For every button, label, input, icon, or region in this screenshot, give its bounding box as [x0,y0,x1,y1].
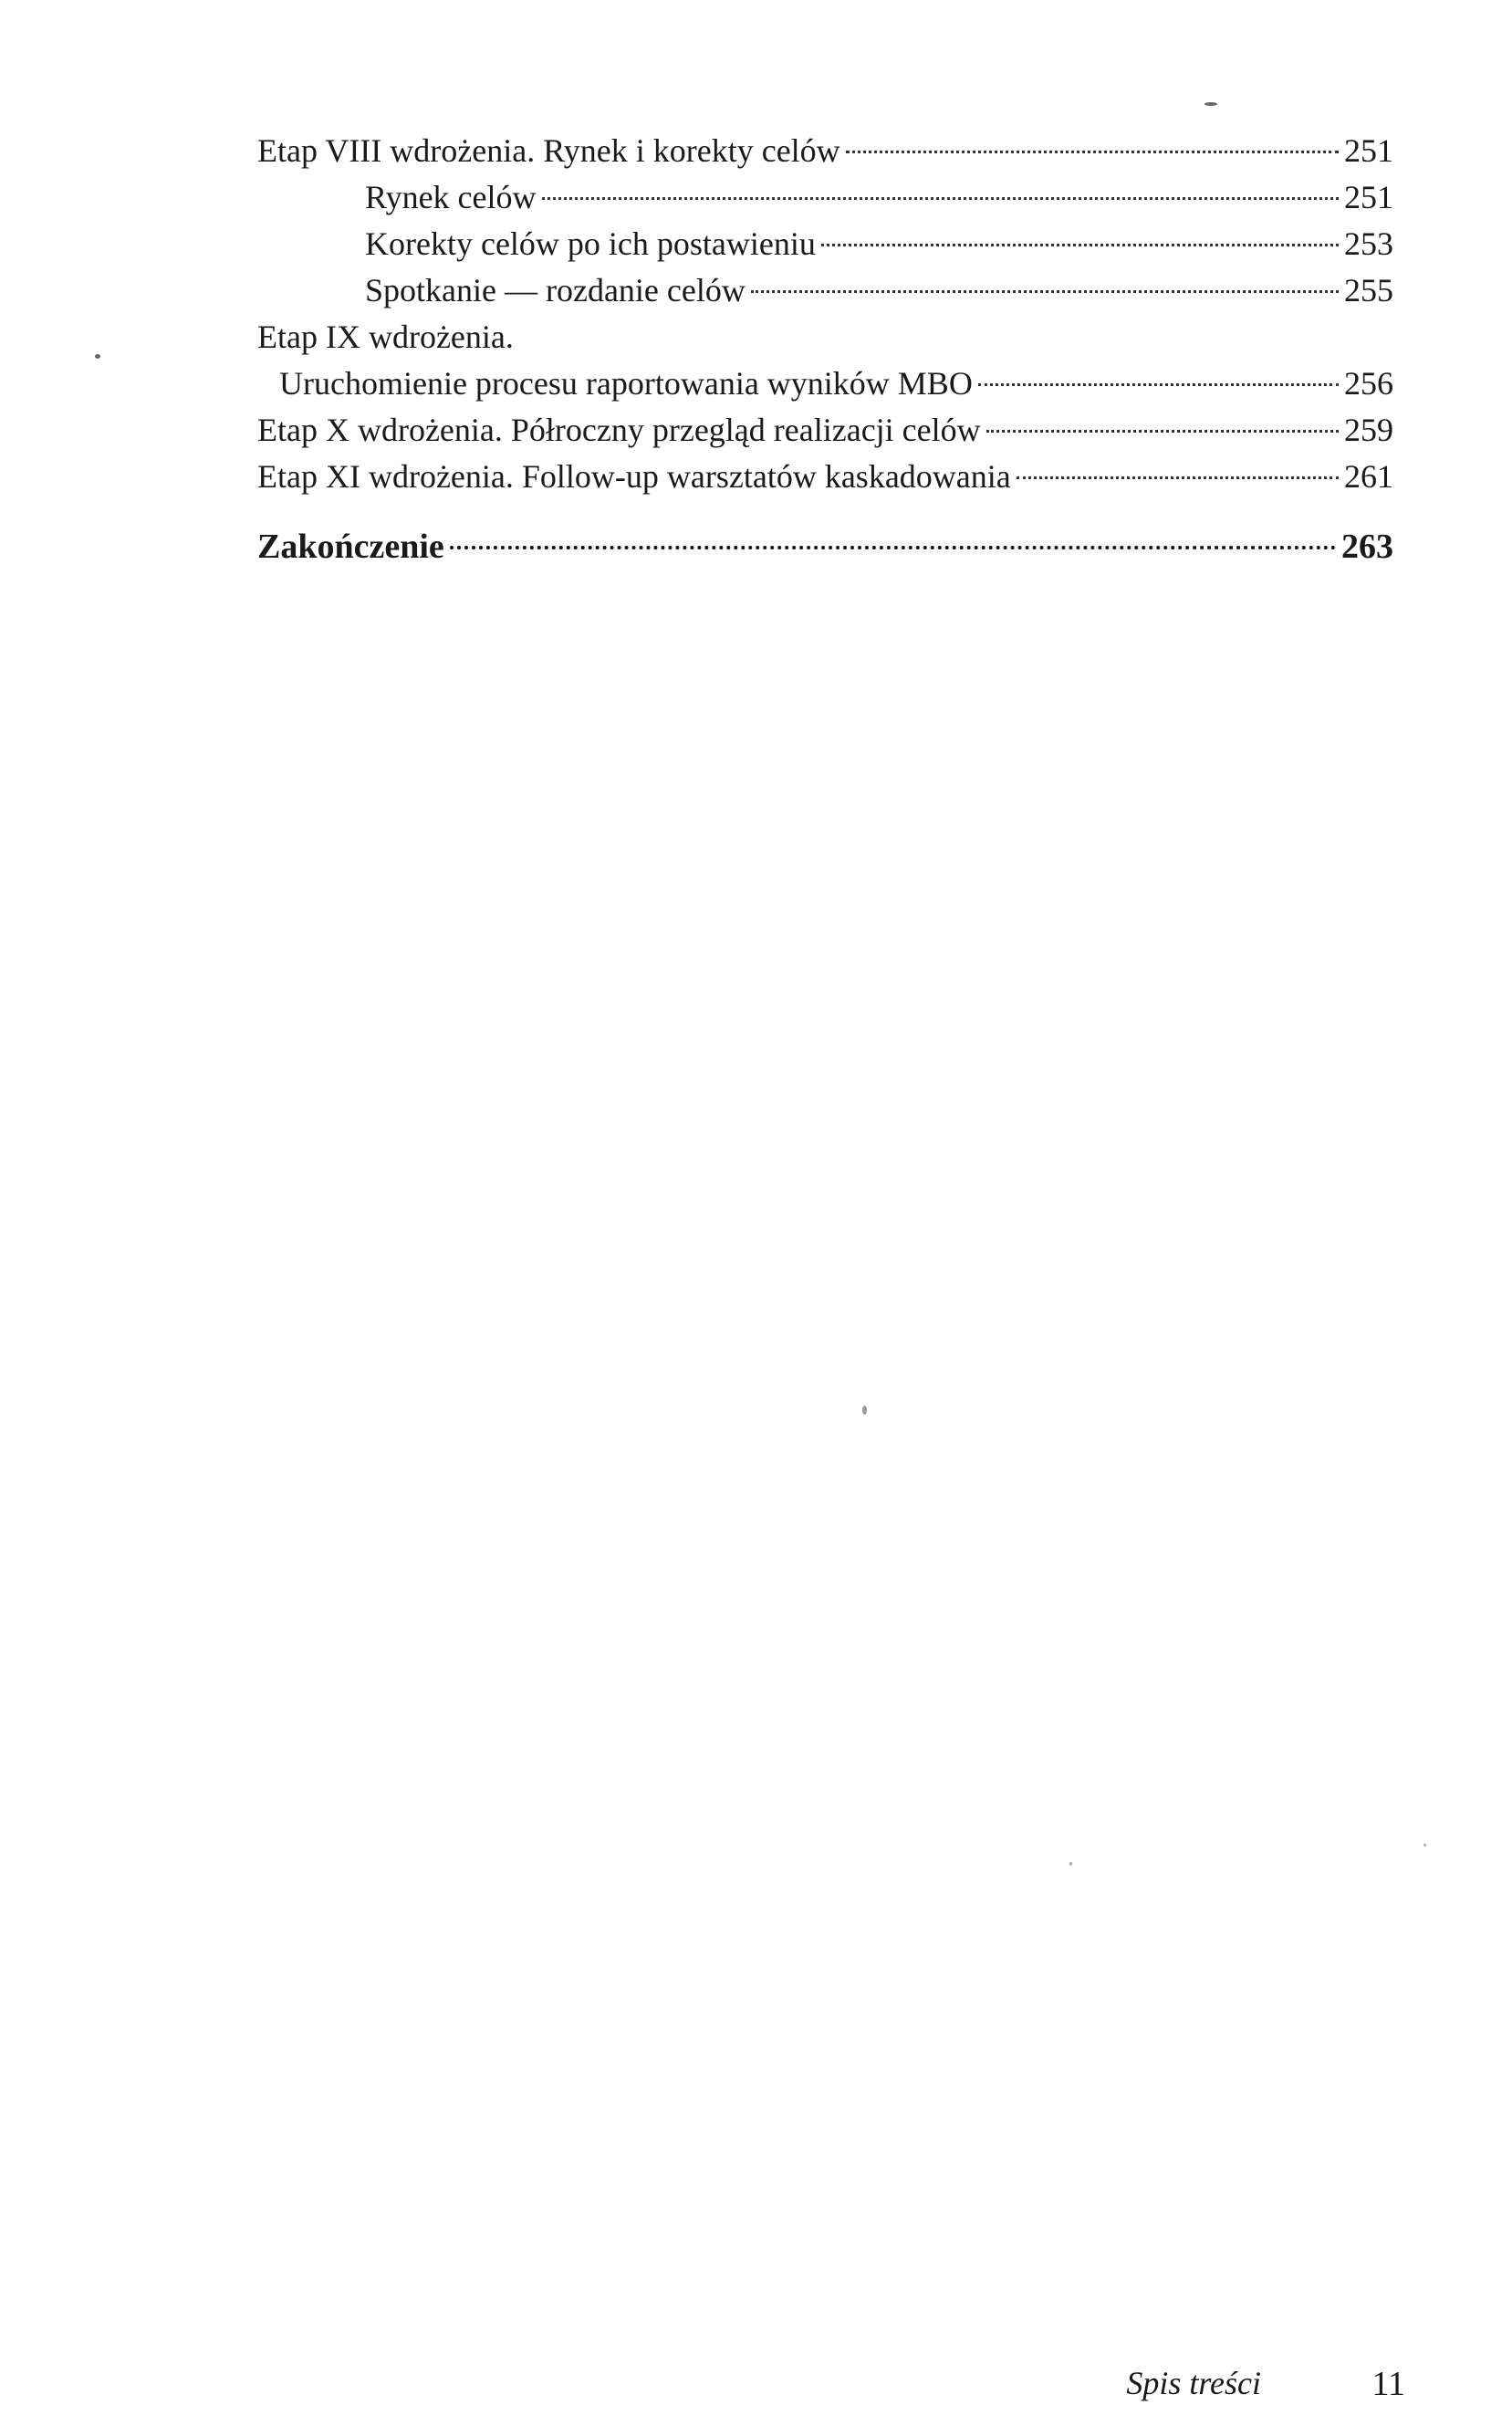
page-number: 11 [1371,2365,1405,2403]
toc-entry-title: Etap X wdrożenia. Półroczny przegląd realizacji celów [257,412,981,448]
toc-entry-page: 255 [1344,272,1393,308]
toc-entry-continuation [257,361,1393,407]
toc-entry-page: 263 [1341,528,1393,566]
dot-leader [846,151,1339,153]
toc-entry-title: Korekty celów po ich postawieniu [365,225,816,262]
toc-subentry [257,221,1393,267]
toc-entry-page: 259 [1344,412,1393,448]
dot-leader [978,383,1339,386]
scan-speck [1069,1862,1072,1866]
toc-entry-title: Zakończenie [257,528,444,566]
toc-subentry [257,174,1393,221]
toc-entry-page: 256 [1344,365,1393,402]
toc-entry [257,407,1393,454]
dot-leader [542,197,1339,200]
scan-speck [1423,1844,1426,1846]
toc-entry-title: Spotkanie — rozdanie celów [365,272,746,308]
toc-entry-page: 251 [1344,132,1393,169]
dot-leader [450,546,1336,549]
dot-leader [821,244,1339,246]
toc-entry-title: Uruchomienie procesu raportowania wyników MBO [279,365,973,402]
toc-entry-page: 253 [1344,225,1393,262]
dot-leader [1017,476,1339,479]
toc-entry-title: Rynek celów [365,179,537,215]
running-footer-title: Spis treści [1126,2365,1261,2401]
toc-entry-title: Etap XI wdrożenia. Follow-up warsztatów kaskadowania [257,458,1011,495]
scan-speck [1204,102,1217,106]
toc-entry-title: Etap VIII wdrożenia. Rynek i korekty celów [257,132,840,169]
dot-leader [986,430,1339,433]
toc-entry [257,454,1393,500]
toc-entry [257,314,1393,361]
toc-chapter-entry [257,524,1393,570]
toc-entry-page: 261 [1344,458,1393,495]
page-footer [0,2364,1405,2410]
scan-speck [862,1406,867,1415]
table-of-contents [257,128,1393,570]
scan-speck [95,354,100,359]
dot-leader [751,290,1339,293]
toc-entry-page: 251 [1344,179,1393,215]
toc-entry-title: Etap IX wdrożenia. [257,319,514,355]
toc-entry [257,128,1393,174]
toc-subentry [257,267,1393,314]
